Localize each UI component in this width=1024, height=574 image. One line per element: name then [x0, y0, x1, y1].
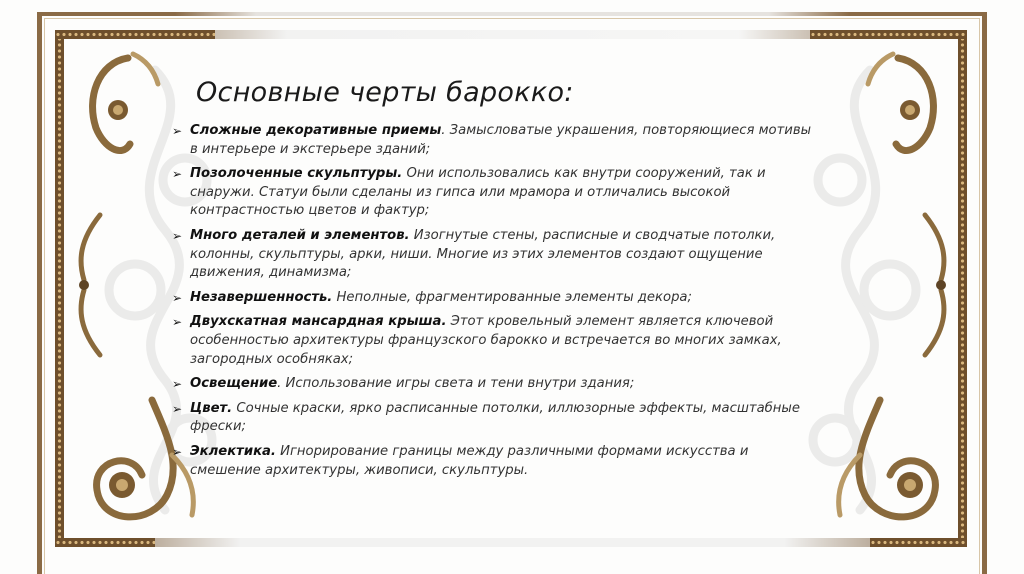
arrow-bullet-icon: ➢ — [172, 401, 183, 416]
item-heading: Много деталей и элементов. — [190, 227, 410, 243]
gold-scroll-ornament-top-left-icon — [78, 48, 168, 168]
beaded-border-bottom-faded — [155, 538, 870, 547]
item-text: Замысловатые украшения, повторяющиеся мотивы в интерьере и экстерьере зданий; — [190, 123, 812, 157]
list-item — [172, 400, 812, 437]
item-heading: Сложные декоративные приемы — [190, 123, 442, 138]
list-item — [172, 313, 812, 369]
arrow-bullet-icon: ➢ — [172, 290, 183, 305]
item-heading: Цвет. — [190, 400, 233, 416]
arrow-bullet-icon: ➢ — [172, 124, 183, 138]
gold-scroll-ornament-bottom-right-icon — [820, 395, 960, 535]
item-text: Изогнутые стены, расписные и сводчатые потолки, колонны, скульптуры, арки, ниши. Многие из этих элементов создают ощущение движения, динамизма; — [190, 227, 776, 281]
arrow-bullet-icon: ➢ — [172, 167, 183, 182]
beaded-border-top-right — [810, 30, 967, 39]
item-heading: Освещение — [190, 376, 278, 392]
item-text: Использование игры света и тени внутри здания; — [281, 376, 635, 392]
list-item — [172, 289, 812, 308]
item-heading: Эклектика. — [190, 443, 276, 459]
item-text: Они использовались как внутри сооружений, так и снаружи. Статуи были сделаны из гипса или мрамора и отличались высокой контрастностью цветов и фактур; — [190, 166, 766, 219]
beaded-border-bottom-right — [870, 538, 967, 547]
beaded-border-left — [55, 30, 64, 546]
arrow-bullet-icon: ➢ — [172, 315, 183, 330]
list-item — [172, 443, 812, 480]
item-text: Сочные краски, ярко расписанные потолки, иллюзорные эффекты, масштабные фрески; — [190, 400, 800, 435]
arrow-bullet-icon: ➢ — [172, 377, 183, 392]
beaded-border-bottom-left — [55, 538, 155, 547]
arrow-bullet-icon: ➢ — [172, 228, 183, 243]
item-heading: Двухскатная мансардная крыша. — [190, 314, 447, 330]
item-text: Этот кровельный элемент является ключевой особенностью архитектуры французского барокко и встречается во многих замках, загородных особняках; — [190, 314, 782, 367]
gold-scroll-ornament-top-right-icon — [858, 48, 948, 168]
item-text: Неполные, фрагментированные элементы декора; — [332, 289, 692, 305]
list-item — [172, 375, 812, 394]
beaded-border-top-left — [55, 30, 215, 39]
frame-top-fade-outer — [175, 12, 850, 16]
list-item — [172, 227, 812, 283]
item-heading: Позолоченные скульптуры. — [190, 166, 403, 182]
slide-title: Основные черты барокко: — [196, 77, 574, 108]
feature-list — [172, 122, 812, 486]
gold-leaf-ornament-left-icon — [70, 210, 110, 360]
gold-leaf-ornament-right-icon — [915, 210, 955, 360]
beaded-border-top-faded — [215, 30, 810, 39]
item-heading-sep: . — [277, 376, 282, 392]
item-heading: Незавершенность. — [190, 289, 333, 305]
item-heading-sep: . — [441, 123, 446, 138]
list-item — [172, 122, 812, 159]
arrow-bullet-icon: ➢ — [172, 444, 183, 459]
list-item — [172, 165, 812, 221]
item-text: Игнорирование границы между различными формами искусства и смешение архитектуры, живописи, скульптуры. — [190, 443, 749, 478]
